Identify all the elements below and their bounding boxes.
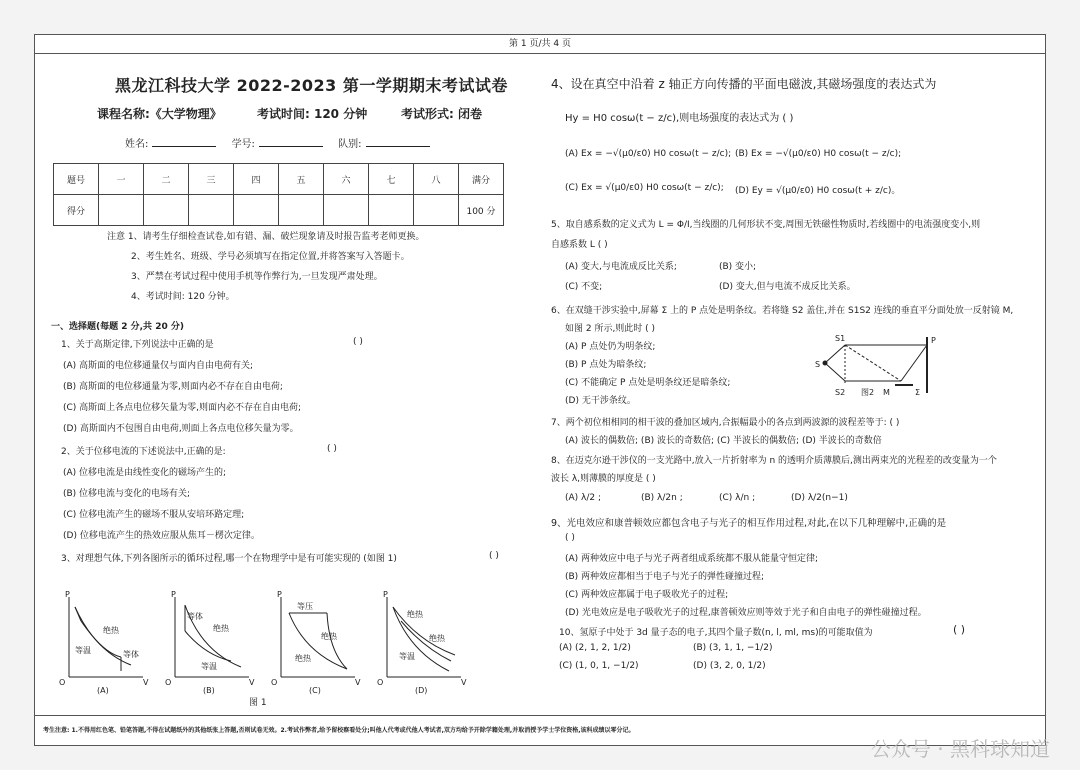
origin-label: O bbox=[377, 678, 384, 687]
q8-option-a: (A) λ/2 ; bbox=[565, 493, 602, 503]
q5-option-b: (B) 变小; bbox=[719, 262, 757, 272]
q4-option-b: (B) Ex = −√(μ0/ε0) H0 cosω(t − z/c); bbox=[735, 149, 902, 159]
score-header: 题号 bbox=[54, 164, 99, 195]
axis-v-label: V bbox=[355, 678, 361, 687]
panel-id: (B) bbox=[203, 686, 215, 695]
q6-option-a: (A) P 点处仍为明条纹; bbox=[565, 342, 656, 352]
curve-label: 等温 bbox=[399, 652, 415, 661]
pv-panel-a bbox=[59, 591, 149, 695]
name-blank[interactable] bbox=[152, 136, 216, 147]
fig2-s2: S2 bbox=[835, 388, 846, 397]
score-header: 八 bbox=[414, 164, 459, 195]
q1-option: (C) 高斯面上各点电位移矢量为零,则面内必不存在自由电荷; bbox=[63, 403, 302, 413]
q10-option-a: (A) (2, 1, 2, 1/2) bbox=[559, 643, 631, 653]
student-fields bbox=[125, 135, 442, 150]
curve-label: 等体 bbox=[187, 612, 203, 621]
score-cell[interactable] bbox=[99, 195, 144, 226]
panel-id: (C) bbox=[309, 686, 321, 695]
q1-option: (B) 高斯面的电位移通量为零,则面内必不存在自由电荷; bbox=[63, 382, 283, 392]
exam-sheet bbox=[34, 34, 1046, 746]
q4-stem: 4、设在真空中沿着 z 轴正方向传播的平面电磁波,其磁场强度的表达式为 bbox=[551, 77, 937, 91]
panel-id: (A) bbox=[97, 686, 109, 695]
q3-stem-text: 3、对理想气体,下列各图所示的循环过程,哪一个在物理学中是有可能实现的 (如图 1) bbox=[61, 554, 397, 564]
q9-option: (C) 两种效应都属于电子吸收光子的过程; bbox=[565, 590, 729, 600]
fig2-s: S bbox=[815, 360, 821, 369]
fig2-sigma: Σ bbox=[915, 388, 921, 397]
q1-option: (D) 高斯面内不包围自由电荷,则面上各点电位移矢量为零。 bbox=[63, 424, 299, 434]
q6-option-c: (C) 不能确定 P 点处是明条纹还是暗条纹; bbox=[565, 378, 731, 388]
fig2-m: M bbox=[883, 388, 890, 397]
axis-v-label: V bbox=[461, 678, 467, 687]
q9-option: (B) 两种效应都相当于电子与光子的弹性碰撞过程; bbox=[565, 572, 765, 582]
q2-answer-paren[interactable]: ( ) bbox=[327, 444, 337, 454]
origin-label: O bbox=[59, 678, 66, 687]
score-header: 二 bbox=[144, 164, 189, 195]
score-cell[interactable] bbox=[189, 195, 234, 226]
q6-option-d: (D) 无干涉条纹。 bbox=[565, 396, 636, 406]
page-header: 第 1 页/共 4 页 bbox=[35, 35, 1045, 54]
score-header: 六 bbox=[324, 164, 369, 195]
axis-p-label: P bbox=[171, 591, 176, 599]
curve-label: 等温 bbox=[75, 646, 91, 655]
curve-label: 绝热 bbox=[295, 654, 311, 663]
exam-time: 考试时间: 120 分钟 bbox=[257, 107, 368, 121]
q3-stem bbox=[61, 551, 499, 564]
q6-stem: 6、在双缝干涉实验中,屏幕 Σ 上的 P 点处是明条纹。若将缝 S2 盖住,并在 S1S2 连线的垂直平分面处放一反射镜 M, bbox=[551, 306, 1014, 316]
q2-option: (D) 位移电流产生的热效应服从焦耳－楞次定律。 bbox=[63, 531, 260, 541]
curve-label: 等温 bbox=[201, 662, 217, 671]
exam-notes bbox=[107, 227, 424, 307]
q9-option: (A) 两种效应中电子与光子两者组成系统都不服从能量守恒定律; bbox=[565, 554, 819, 564]
q8-option-c: (C) λ/n ; bbox=[719, 493, 756, 503]
panel-id: (D) bbox=[415, 686, 428, 695]
team-blank[interactable] bbox=[366, 136, 430, 147]
q2-stem-text: 2、关于位移电流的下述说法中,正确的是: bbox=[61, 447, 226, 457]
q1-option: (A) 高斯面的电位移通量仅与面内自由电荷有关; bbox=[63, 361, 254, 371]
score-header: 四 bbox=[234, 164, 279, 195]
fig2-caption: 图2 bbox=[861, 388, 875, 397]
q7-stem: 7、两个初位相相同的相干波的叠加区域内,合振幅最小的各点到两波源的波程差等于: ( ) bbox=[551, 418, 900, 428]
q5-option-d: (D) 变大,但与电流不成反比关系。 bbox=[719, 282, 856, 292]
q8-option-b: (B) λ/2n ; bbox=[641, 493, 683, 503]
q9-answer-paren[interactable]: ( ) bbox=[565, 533, 575, 543]
q8-stem: 8、在迈克尔逊干涉仪的一支光路中,放入一片折射率为 n 的透明介质薄膜后,测出两束光的光程差的改变量为一个 bbox=[551, 456, 997, 466]
fig2-s1: S1 bbox=[835, 334, 846, 343]
id-label: 学号: bbox=[231, 139, 255, 150]
curve-label: 绝热 bbox=[407, 610, 423, 619]
q7-options: (A) 波长的偶数倍; (B) 波长的奇数倍; (C) 半波长的偶数倍; (D) 半波长的奇数倍 bbox=[565, 436, 882, 446]
q2-option: (C) 位移电流产生的磁场不服从安培环路定理; bbox=[63, 510, 245, 520]
id-blank[interactable] bbox=[259, 136, 323, 147]
curve-label: 绝热 bbox=[213, 624, 229, 633]
curve-label: 等压 bbox=[297, 602, 313, 611]
score-header: 三 bbox=[189, 164, 234, 195]
score-cell[interactable] bbox=[324, 195, 369, 226]
exam-title: 黑龙江科技大学 2022-2023 第一学期期末考试试卷 bbox=[115, 76, 508, 95]
team-label: 队别: bbox=[338, 139, 362, 150]
q10-stem: 10、氢原子中处于 3d 量子态的电子,其四个量子数(n, l, ml, ms)的可能取值为 bbox=[559, 628, 873, 638]
q1-stem-text: 1、关于高斯定律,下列说法中正确的是 bbox=[61, 340, 214, 350]
exam-form: 考试形式: 闭卷 bbox=[401, 107, 482, 121]
q4-option-d: (D) Ey = √(μ0/ε0) H0 cosω(t + z/c)。 bbox=[735, 186, 901, 196]
axis-v-label: V bbox=[249, 678, 255, 687]
figure-1-pv-diagrams bbox=[55, 591, 475, 695]
origin-label: O bbox=[165, 678, 172, 687]
note-item: 注意 1、请考生仔细检查试卷,如有错、漏、破烂现象请及时报告监考老师更换。 bbox=[107, 232, 425, 242]
q4-expression: Hy = H0 cosω(t − z/c),则电场强度的表达式为 ( ) bbox=[565, 113, 794, 124]
curve-label: 绝热 bbox=[103, 626, 119, 635]
watermark: 公众号 · 黑科球知道 bbox=[870, 737, 1050, 761]
pv-panel-d bbox=[377, 591, 467, 695]
q4-option-a: (A) Ex = −√(μ0/ε0) H0 cosω(t − z/c); bbox=[565, 149, 732, 159]
pv-panel-c bbox=[271, 591, 361, 695]
score-table bbox=[53, 163, 504, 226]
score-cell[interactable] bbox=[144, 195, 189, 226]
axis-p-label: P bbox=[65, 591, 70, 599]
note-item: 3、严禁在考试过程中使用手机等作弊行为,一旦发现严肃处理。 bbox=[131, 272, 383, 282]
curve-label: 等体 bbox=[123, 650, 139, 659]
name-label: 姓名: bbox=[125, 139, 149, 150]
q5-option-c: (C) 不变; bbox=[565, 282, 603, 292]
exam-footer-notice: 考生注意: 1.不得用红色笔、铅笔答题,不得在试题纸外的其他纸张上答题,否则试卷无效。2.考试作弊者,给予留校察看处分;叫他人代考或代他人考试者,双方均给予开除学籍处理,并取消授予学士学位资格,该科成绩以零分记。 bbox=[35, 715, 1045, 745]
score-header: 一 bbox=[99, 164, 144, 195]
score-header: 五 bbox=[279, 164, 324, 195]
score-header: 七 bbox=[369, 164, 414, 195]
q5-stem-cont: 自感系数 L ( ) bbox=[551, 240, 608, 250]
q6-stem-cont: 如图 2 所示,则此时 ( ) bbox=[565, 324, 656, 334]
course-name: 课程名称:《大学物理》 bbox=[97, 107, 222, 121]
score-cell[interactable] bbox=[234, 195, 279, 226]
axis-v-label: V bbox=[143, 678, 149, 687]
axis-p-label: P bbox=[277, 591, 282, 599]
note-item: 4、考试时间: 120 分钟。 bbox=[131, 292, 235, 302]
section-heading: 一、选择题(每题 2 分,共 20 分) bbox=[51, 322, 184, 332]
q6-option-b: (B) P 点处为暗条纹; bbox=[565, 360, 647, 370]
pv-panel-b bbox=[165, 591, 255, 695]
score-row-label: 得分 bbox=[54, 195, 99, 226]
q1-stem bbox=[61, 337, 363, 350]
q1-answer-paren[interactable]: ( ) bbox=[353, 337, 363, 347]
fig2-p: P bbox=[931, 336, 936, 345]
origin-label: O bbox=[271, 678, 278, 687]
q8-option-d: (D) λ/2(n−1) bbox=[791, 493, 848, 503]
q4-option-c: (C) Ex = √(μ0/ε0) H0 cosω(t − z/c); bbox=[565, 183, 724, 193]
q8-stem-cont: 波长 λ,则薄膜的厚度是 ( ) bbox=[551, 474, 656, 484]
figure-1-caption: 图 1 bbox=[249, 698, 267, 708]
full-score: 100 分 bbox=[459, 195, 504, 226]
q2-stem bbox=[61, 444, 337, 457]
q5-option-a: (A) 变大,与电流成反比关系; bbox=[565, 262, 677, 272]
q10-option-c: (C) (1, 0, 1, −1/2) bbox=[559, 661, 639, 671]
q10-answer-paren[interactable]: ( ) bbox=[953, 623, 966, 636]
q2-option: (B) 位移电流与变化的电场有关; bbox=[63, 489, 191, 499]
figure-2-double-slit bbox=[815, 333, 945, 399]
score-header: 满分 bbox=[459, 164, 504, 195]
q10-option-d: (D) (3, 2, 0, 1/2) bbox=[693, 661, 766, 671]
score-cell[interactable] bbox=[279, 195, 324, 226]
q5-stem: 5、取自感系数的定义式为 L = Φ/I,当线圈的几何形状不变,周围无铁磁性物质时,若线圈中的电流强度变小,则 bbox=[551, 220, 981, 230]
curve-label: 绝热 bbox=[321, 632, 337, 641]
q9-option: (D) 光电效应是电子吸收光子的过程,康普顿效应则等效于光子和自由电子的弹性碰撞过程。 bbox=[565, 608, 927, 618]
q2-option: (A) 位移电流是由线性变化的磁场产生的; bbox=[63, 468, 227, 478]
q10-option-b: (B) (3, 1, 1, −1/2) bbox=[693, 643, 773, 653]
score-cell[interactable] bbox=[369, 195, 414, 226]
score-cell[interactable] bbox=[414, 195, 459, 226]
note-item: 2、考生姓名、班级、学号必须填写在指定位置,并将答案写入答题卡。 bbox=[131, 252, 410, 262]
q3-answer-paren[interactable]: ( ) bbox=[489, 551, 499, 561]
q9-stem: 9、光电效应和康普顿效应都包含电子与光子的相互作用过程,对此,在以下几种理解中,正确的是 bbox=[551, 518, 947, 529]
curve-label: 绝热 bbox=[429, 634, 445, 643]
axis-p-label: P bbox=[383, 591, 388, 599]
